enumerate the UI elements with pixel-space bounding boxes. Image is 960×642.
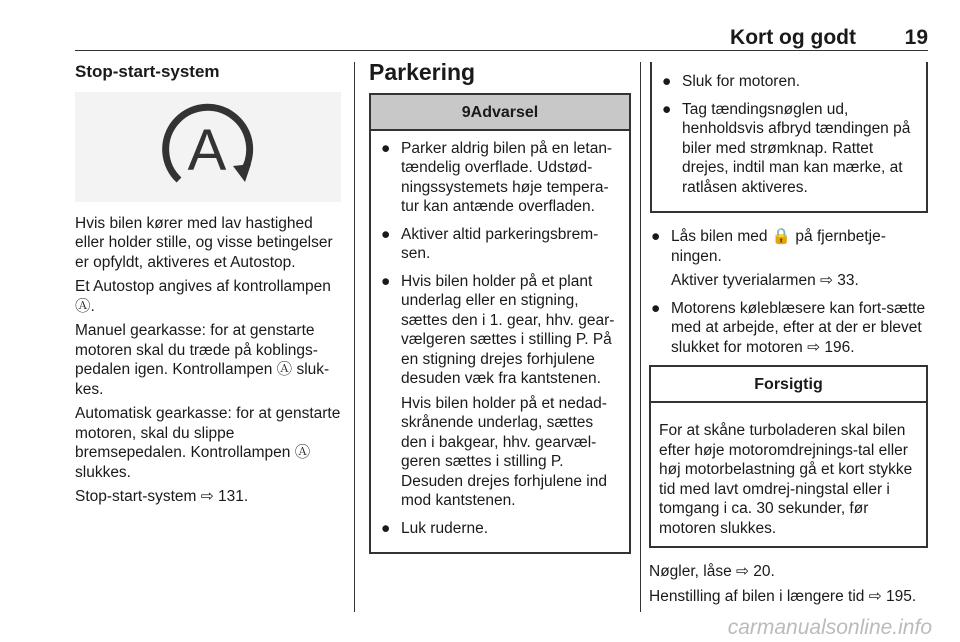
autostop-figure — [75, 92, 341, 202]
column-divider-1 — [354, 62, 355, 612]
caution-text: For at skåne turboladeren skal bilen efter høje motoromdrejnings-tal eller høj motorbelastning gå et kort stykke tid med lavt omdrej-ningstal eller i tomgang i ca. 30 sekunder, før motoren slukkes. — [659, 422, 913, 537]
list-item-subtext: Aktiver tyverialarmen ⇨ 33. — [671, 272, 859, 289]
paragraph: Hvis bilen kører med lav hastighed eller holder stille, og visse betingelser er opfyldt, aktiveres et Autostop. — [75, 214, 333, 271]
list-item-subtext: Hvis bilen holder på et nedad-skrånende underlag, sættes den i bakgear, hhv. gearvæl-geren sættes i stilling P. Desuden drejes forhjulene ind mod kantstenen. — [401, 394, 607, 509]
warning-box — [369, 93, 631, 555]
right-column — [649, 62, 928, 611]
paragraph: Manuel gearkasse: for at genstarte motoren skal du træde på koblings-pedalen igen. Kontrollampen Ⓐ sluk-kes. — [75, 322, 330, 398]
list-item: ● Luk ruderne. — [381, 519, 489, 537]
list-item: ● Parker aldrig bilen på en letan-tændelig overflade. Udstød-ningssystemets høje tempera-tur kan antænde overfladen. — [381, 139, 613, 215]
header-title: Kort og godt — [730, 26, 856, 49]
watermark: carmanualsonline.info — [727, 616, 932, 639]
page-number: 19 — [904, 26, 928, 49]
middle-column — [369, 59, 631, 554]
section-heading-stop-start: Stop-start-system — [75, 62, 220, 81]
svg-text:A: A — [187, 117, 227, 183]
paragraph: Et Autostop angives af kontrollampen Ⓐ. — [75, 278, 331, 315]
list-item: ● Hvis bilen holder på et plant underlag eller en stigning, sættes den i 1. gear, hhv. gear-vælgeren sættes i stilling P. På en stigning drejes forhjulene desuden væk fra kantstenen. Hvis bilen holder på et nedad-skrånende underlag, sættes den i bakgear, hhv. gearvæl-geren sættes i stilling P. Desuden drejes forhjulene ind mod kantstenen. — [379, 272, 621, 511]
section-heading-parking: Parkering — [369, 59, 476, 85]
left-column — [75, 62, 341, 512]
list-item: ● Aktiver altid parkeringsbrem-sen. — [381, 225, 599, 262]
page-header — [75, 26, 928, 50]
list-item: ● Lås bilen med 🔒 på fjernbetje-ningen. Aktiver tyverialarmen ⇨ 33. — [649, 227, 928, 291]
header-divider — [75, 50, 928, 51]
list-item: ● Sluk for motoren. — [662, 73, 801, 90]
cross-reference[interactable]: Henstilling af bilen i længere tid ⇨ 195. — [649, 587, 917, 605]
warning-title: 9Advarsel — [371, 95, 629, 131]
warning-box-continued — [650, 62, 928, 213]
list-item: ● Tag tændingsnøglen ud, henholdsvis afbryd tændingen på biler med strømknap. Rattet drejes, indtil man kan mærke, at ratlåsen aktiveres. — [662, 100, 911, 196]
cross-reference[interactable]: Stop-start-system ⇨ 131. — [75, 488, 249, 505]
caution-box — [649, 365, 928, 548]
paragraph: Automatisk gearkasse: for at genstarte motoren, skal du slippe bremsepedalen. Kontrollampen Ⓐ slukkes. — [75, 405, 341, 481]
caution-title: Forsigtig — [651, 367, 926, 403]
cross-reference[interactable]: Nøgler, låse ⇨ 20. — [649, 563, 775, 580]
column-divider-2 — [640, 62, 641, 612]
list-item: ● Motorens køleblæsere kan fort-sætte med at arbejde, efter at der er blevet slukket for motoren ⇨ 196. — [651, 299, 926, 356]
autostop-indicator-icon — [147, 94, 267, 194]
